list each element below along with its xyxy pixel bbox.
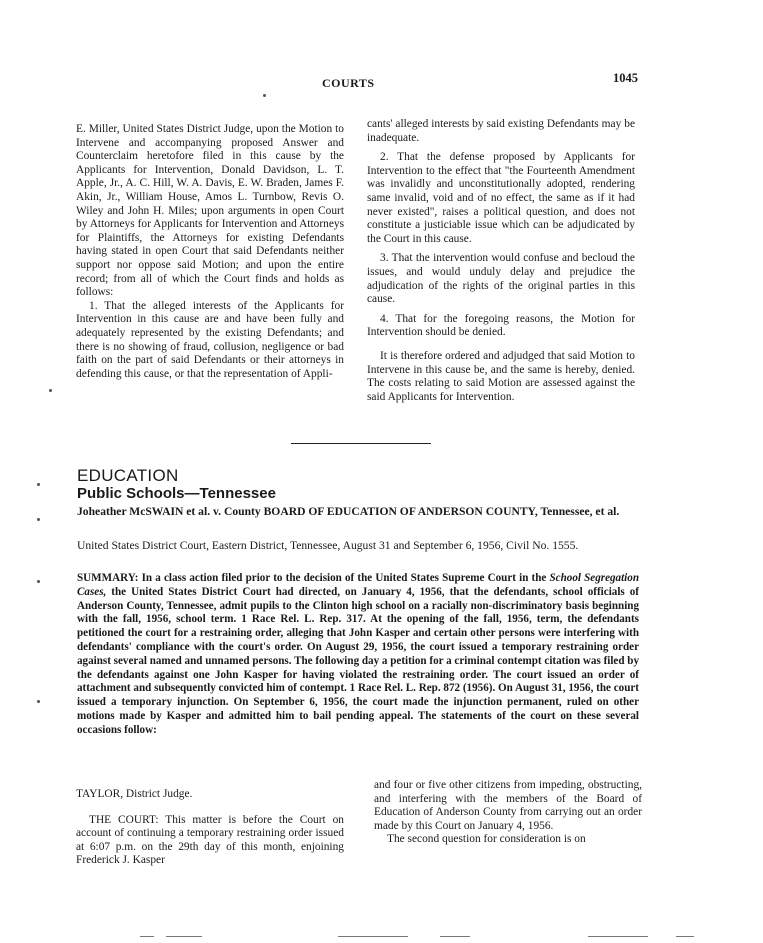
paragraph: The second question for consideration is on bbox=[387, 833, 586, 846]
court-line: United States District Court, Eastern District, Tennessee, August 31 and September 6, 1956, Civil No. 1555. bbox=[77, 539, 579, 552]
section-title: EDUCATION bbox=[77, 466, 179, 485]
paragraph: E. Miller, United States District Judge, upon the Motion to Intervene and accompanying proposed Answer and Counterclaim heretofore filed in this cause by the Applicants for Intervention, Donald Davidson, L. T. Apple, Jr., A. C. Hill, W. A. Davis, E. W. Braden, James F. Akin, Jr., William House, Amos L. Turnbow, Revis O. Wiley and John H. Miles; upon arguments in open Court by Attorneys for Applicants for Intervention and Attorneys for Plaintiffs, the Attorneys for existing Defendants having stated in open Court that said Defendants neither support nor oppose said Motion; and upon the entire record; from all of which the Court finds and holds as follows: bbox=[76, 123, 344, 299]
scan-dot bbox=[37, 700, 40, 703]
page-number: 1045 bbox=[613, 71, 638, 85]
scan-dot bbox=[263, 94, 266, 97]
section-subtitle: Public Schools—Tennessee bbox=[77, 485, 276, 502]
paragraph: 4. That for the foregoing reasons, the Motion for Intervention should be denied. bbox=[367, 312, 635, 339]
right-column bbox=[367, 118, 635, 404]
case-caption: Joheather McSWAIN et al. v. County BOARD OF EDUCATION OF ANDERSON COUNTY, Tennessee, et al. bbox=[77, 505, 620, 518]
scan-dot bbox=[37, 518, 40, 521]
scan-artifact bbox=[676, 936, 694, 937]
paragraph: cants' alleged interests by said existing Defendants may be inadequate. bbox=[367, 118, 635, 144]
scan-artifact bbox=[338, 936, 408, 937]
paragraph: and four or five other citizens from impeding, obstructing, and interfering with the members of the Board of Education of Anderson County from carrying out an order made by this Court on January 4, 1956. bbox=[374, 779, 642, 832]
summary-text: SUMMARY: In a class action filed prior to the decision of the United States Supreme Court in the bbox=[77, 572, 550, 584]
paragraph: 1. That the alleged interests of the Applicants for Intervention in this cause are and have been fully and adequately represented by the existing Defendants; and there is no showing of fraud, collusion, negligence or bad faith on the part of said Defendants or their attorneys in defending this cause, or that the representation of Appli- bbox=[76, 299, 344, 380]
scan-dot bbox=[37, 580, 40, 583]
opinion-right-column bbox=[374, 779, 642, 847]
scan-dot bbox=[49, 389, 52, 392]
paragraph: 2. That the defense proposed by Applicants for Intervention to the effect that "the Fourteenth Amendment was invalidly and unconstitutionally adopted, rendering same invalid, void and of no effect, the same as if it had never existed", raises a political question, and does not constitute a justiciable issue which can be adjudicated by the Court in this cause. bbox=[367, 151, 635, 245]
case-summary bbox=[77, 572, 639, 738]
judge-name: TAYLOR, District Judge. bbox=[76, 788, 193, 800]
scan-artifact bbox=[588, 936, 648, 937]
opinion-left-column bbox=[76, 788, 344, 868]
scan-artifact bbox=[140, 936, 154, 937]
paragraph: It is therefore ordered and adjudged that said Motion to Intervene in this cause be, and the same is hereby, denied. The costs relating to said Motion are assessed against the said Applicants for Intervention. bbox=[367, 349, 635, 403]
paragraph: THE COURT: This matter is before the Court on account of continuing a temporary restraining order issued at 6:07 p.m. on the 29th day of this month, enjoining Frederick J. Kasper bbox=[76, 813, 344, 867]
scan-artifact bbox=[166, 936, 202, 937]
summary-case-name: School Segregation Cases, bbox=[77, 572, 639, 598]
paragraph: 3. That the intervention would confuse and becloud the issues, and would unduly delay and prejudice the adjudication of the rights of the original parties in this cause. bbox=[367, 252, 635, 306]
scan-artifact bbox=[440, 936, 470, 937]
running-head: COURTS bbox=[322, 76, 375, 90]
section-divider bbox=[291, 443, 431, 444]
summary-text: the United States District Court had directed, on January 4, 1956, that the defendants, school officials of Anderson County, Tennessee, admit pupils to the Clinton high school on a racially non-discriminatory basis beginning with the fall, 1956, school term. 1 Race Rel. L. Rep. 317. At the opening of the fall, 1956, term, the defendants petitioned the court for a restraining order, alleging that John Kasper and certain other persons were interfering with defendants' compliance with the court's order. On August 29, 1956, the court issued a temporary restraining order against several named and unnamed persons. The following day a petition for a criminal contempt citation was filed by the defendants against one John Kasper for having violated the restraining order. The court issued an order of attachment and subsequently convicted him of contempt. 1 Race Rel. L. Rep. 872 (1956). On August 31, 1956, the court issued a temporary injunction. On September 6, 1956, the court made the injunction permanent, ruled on other motions made by Kasper and admitted him to bail pending appeal. The statements of the court on these several occasions follow: bbox=[77, 585, 640, 736]
left-column bbox=[76, 123, 344, 381]
scan-dot bbox=[37, 483, 40, 486]
